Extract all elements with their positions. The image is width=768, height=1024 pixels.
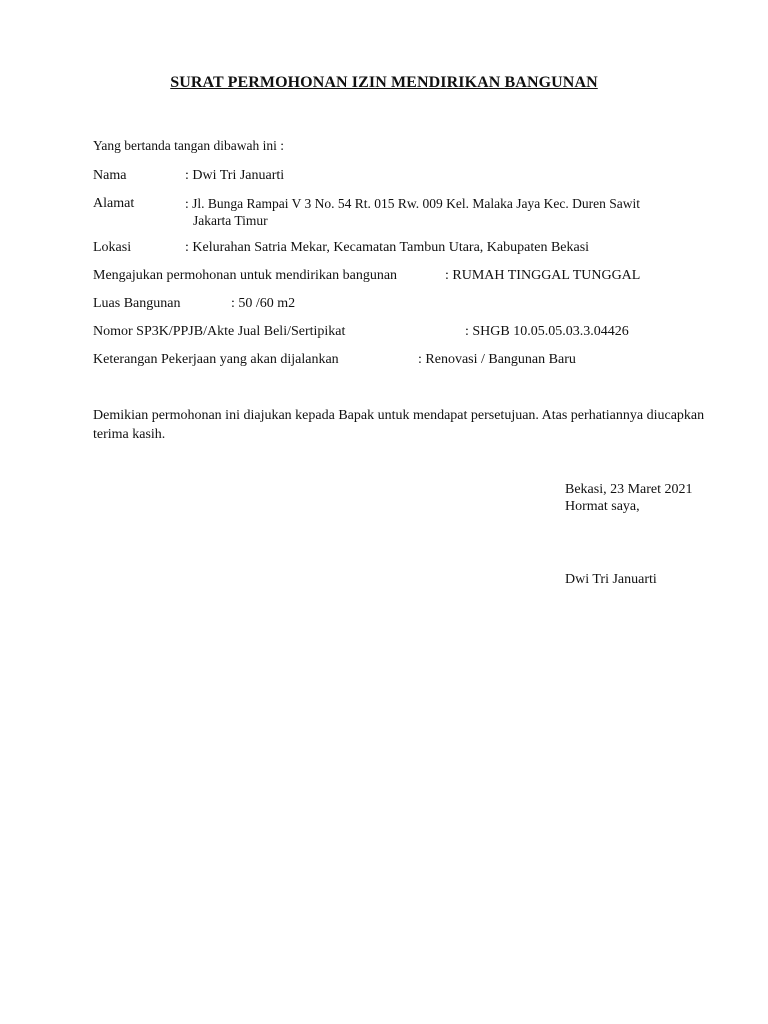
field-value-jenis-bangunan: : RUMAH TINGGAL TUNGGAL bbox=[445, 268, 641, 283]
field-value-nama: : Dwi Tri Januarti bbox=[185, 168, 285, 183]
field-value-nomor-sertipikat: : SHGB 10.05.05.03.3.04426 bbox=[465, 324, 629, 339]
field-value-lokasi: : Kelurahan Satria Mekar, Kecamatan Tambun Utara, Kabupaten Bekasi bbox=[185, 240, 590, 255]
field-value-alamat-line1: : Jl. Bunga Rampai V 3 No. 54 Rt. 015 Rw. 009 Kel. Malaka Jaya Kec. Duren Sawit bbox=[185, 196, 640, 211]
field-label-jenis-bangunan: Mengajukan permohonan untuk mendirikan bangunan bbox=[93, 268, 398, 283]
field-label-luas-bangunan: Luas Bangunan bbox=[93, 296, 181, 311]
intro-text: Yang bertanda tangan dibawah ini : bbox=[93, 138, 284, 153]
signature-place-date: Bekasi, 23 Maret 2021 bbox=[565, 482, 693, 497]
field-value-luas-bangunan: : 50 /60 m2 bbox=[231, 296, 296, 311]
document-title: SURAT PERMOHONAN IZIN MENDIRIKAN BANGUNAN bbox=[170, 74, 598, 91]
field-label-lokasi: Lokasi bbox=[93, 240, 132, 255]
field-label-keterangan-pekerjaan: Keterangan Pekerjaan yang akan dijalankan bbox=[93, 352, 339, 367]
closing-paragraph: Demikian permohonan ini diajukan kepada Bapak untuk mendapat persetujuan. Atas perhatiannya diucapkan terima kasih. bbox=[93, 408, 705, 442]
field-value-alamat-line2: Jakarta Timur bbox=[193, 213, 268, 228]
field-label-nama: Nama bbox=[93, 168, 127, 183]
signature-greeting: Hormat saya, bbox=[565, 499, 640, 514]
field-value-keterangan-pekerjaan: : Renovasi / Bangunan Baru bbox=[418, 352, 576, 367]
field-label-alamat: Alamat bbox=[93, 196, 135, 211]
signature-name: Dwi Tri Januarti bbox=[565, 572, 657, 587]
field-label-nomor-sertipikat: Nomor SP3K/PPJB/Akte Jual Beli/Sertipikat bbox=[93, 324, 346, 339]
